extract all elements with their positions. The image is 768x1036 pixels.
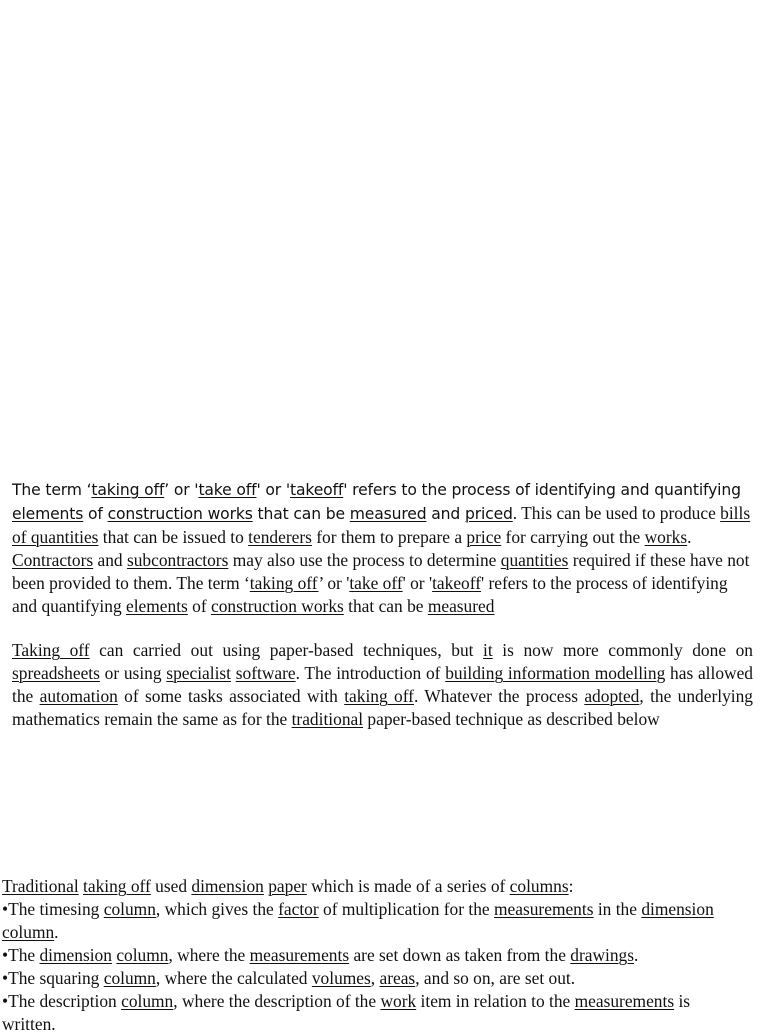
bullet-squaring-column [2,967,742,990]
dimension-paper-intro [2,875,742,898]
text-run: of [187,596,211,616]
wiki-link[interactable]: volumes [311,968,371,988]
text-run: ' refers to the process of identifying and quantifying [12,573,728,616]
text-run: . The introduction of [295,663,446,683]
wiki-link[interactable]: adopted [584,686,640,706]
wiki-link[interactable]: columns [509,876,569,896]
text-run: that can be [252,505,350,523]
text-run: , where the [168,945,250,965]
text-run: for carrying out the [501,527,645,547]
text-run: for them to prepare a [311,527,467,547]
text-run: •The squaring [2,968,104,988]
text-run: ’ or ' [318,573,350,593]
wiki-link[interactable]: taking off [91,481,165,499]
wiki-link[interactable]: price [466,527,502,547]
text-run: required if these have not been provided to them. The term ‘ [12,550,750,593]
text-run: , which gives the [155,899,279,919]
wiki-link[interactable]: drawings [570,945,635,965]
text-run: can carried out using paper-based techniques, but [89,640,484,660]
paragraph-dimension-paper [2,875,742,1036]
text-run: of [83,505,108,523]
wiki-link[interactable]: taking off [249,573,319,593]
wiki-link[interactable]: subcontractors [126,550,229,570]
wiki-link[interactable]: column [116,945,169,965]
wiki-link[interactable]: elements [12,505,84,523]
bullet-timesing-column [2,898,742,944]
text-run: item in relation to the [416,991,575,1011]
bullet-dimension-column [2,944,742,967]
wiki-link[interactable]: column [121,991,174,1011]
text-run: , where the calculated [155,968,312,988]
paragraph-takeoff-definition [12,478,753,618]
wiki-link[interactable]: dimension [641,899,714,919]
text-run: •The description [2,991,122,1011]
wiki-link[interactable]: quantities [500,550,569,570]
wiki-link[interactable]: areas [379,968,416,988]
wiki-link[interactable]: column [2,922,55,942]
wiki-link[interactable]: column [103,968,156,988]
wiki-link[interactable]: construction works [210,596,344,616]
text-run: . Whatever the process [413,686,585,706]
wiki-link[interactable]: take off [349,573,403,593]
text-run: and [93,550,127,570]
text-run: may also use the process to determine [228,550,501,570]
text-run: that can be [343,596,428,616]
text-run: paper-based technique as described below [363,709,660,729]
wiki-link[interactable]: software [235,663,296,683]
wiki-link[interactable]: automation [39,686,118,706]
wiki-link[interactable]: Contractors [12,550,94,570]
text-run: . [634,945,639,965]
wiki-link[interactable]: Traditional [2,876,79,896]
text-run: and [426,505,465,523]
text-run: , and so on, are set out. [415,968,576,988]
text-run: ' or ' [256,481,290,499]
wiki-link[interactable]: measured [427,596,495,616]
wiki-link[interactable]: measurements [494,899,594,919]
wiki-link[interactable]: dimension [39,945,112,965]
wiki-link[interactable]: taking off [344,686,414,706]
wiki-link[interactable]: building information modelling [445,663,666,683]
text-run: which is made of a series of [306,876,510,896]
text-run: that can be issued to [98,527,249,547]
wiki-link[interactable]: elements [125,596,188,616]
text-run: has allowed the [12,663,753,706]
text-run: . [54,922,59,942]
text-run: . This can be used to produce [512,503,721,523]
wiki-link[interactable]: priced [464,505,513,523]
wiki-link[interactable]: takeoff [432,573,482,593]
wiki-link[interactable]: bills of quantities [12,503,751,547]
text-run: of multiplication for the [318,899,494,919]
wiki-link[interactable]: takeoff [290,481,344,499]
text-run: is now more commonly done on [492,640,753,660]
text-run: in the [593,899,642,919]
wiki-link[interactable]: measurements [249,945,350,965]
text-run: ' refers to the process of identifying and quantifying [343,481,741,499]
wiki-link[interactable]: column [103,899,156,919]
bullet-description-column [2,990,742,1036]
text-run: •The timesing [2,899,104,919]
wiki-link[interactable]: dimension [191,876,264,896]
wiki-link[interactable]: works [644,527,688,547]
wiki-link[interactable]: construction works [107,505,253,523]
wiki-link[interactable]: take off [198,481,257,499]
wiki-link[interactable]: spreadsheets [12,663,100,683]
wiki-link[interactable]: tenderers [248,527,312,547]
text-run: are set down as taken from the [349,945,571,965]
wiki-link[interactable]: factor [278,899,319,919]
wiki-link[interactable]: specialist [166,663,232,683]
text-run: ’ or ' [164,481,199,499]
text-run: •The [2,945,40,965]
text-run: or using [99,663,167,683]
text-run: The term ‘ [12,481,92,499]
text-run: . [687,527,692,547]
text-run: is written. [2,991,691,1034]
wiki-link[interactable]: Taking off [12,640,90,660]
wiki-link[interactable]: measured [349,505,427,523]
text-run: of some tasks associated with [117,686,345,706]
text-run: ' or ' [402,573,433,593]
text-run: : [568,876,574,896]
text-run: , the underlying mathematics remain the same as for the [12,686,753,729]
wiki-link[interactable]: paper [268,876,307,896]
text-run: used [150,876,192,896]
wiki-link[interactable]: measurements [574,991,675,1011]
wiki-link[interactable]: work [380,991,417,1011]
wiki-link[interactable]: it [483,640,493,660]
paragraph-takeoff-methods [12,639,753,731]
text-run: , where the description of the [173,991,381,1011]
text-run: , [370,968,380,988]
wiki-link[interactable]: taking off [83,876,151,896]
wiki-link[interactable]: traditional [291,709,364,729]
